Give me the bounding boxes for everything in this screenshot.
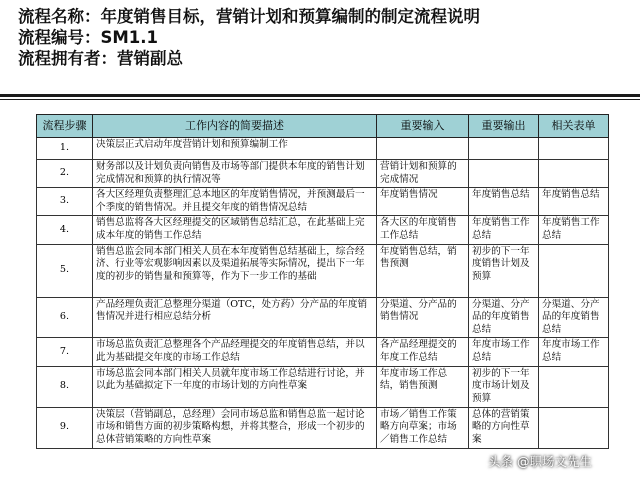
step-description: 财务部以及计划负责向销售及市场等部门提供本年度的销售计划完成情况和预算的执行情况等 [93,160,377,188]
step-input: 年度销售总结，销售预测 [377,244,469,297]
step-input [377,138,469,160]
table-row [37,216,609,244]
process-header [18,6,480,69]
step-input: 分渠道、分产品的销售情况 [377,297,469,338]
step-description: 销售总监将各大区经理提交的区域销售总结汇总，在此基础上完成本年度的销售工作总结 [93,216,377,244]
process-name: 流程名称：年度销售目标，营销计划和预算编制的制定流程说明 [18,7,480,26]
table-row [37,338,609,366]
table-row [37,244,609,297]
table-header-row [37,115,609,138]
step-number: 8. [37,366,93,407]
step-input: 各产品经理提交的年度工作总结 [377,338,469,366]
header-divider-thin [0,99,640,100]
col-header-input: 重要输入 [377,115,469,138]
step-forms [539,366,609,407]
process-code: 流程编号：SM1.1 [18,28,159,47]
step-output: 年度市场工作总结 [469,338,539,366]
step-forms [539,138,609,160]
step-number: 5. [37,244,93,297]
step-input: 各大区的年度销售工作总结 [377,216,469,244]
step-number: 9. [37,407,93,448]
step-number: 7. [37,338,93,366]
step-number: 2. [37,160,93,188]
step-output: 初步的下一年度销售计划及预算 [469,244,539,297]
step-output [469,138,539,160]
step-input: 年度销售情况 [377,188,469,216]
step-forms [539,244,609,297]
process-owner: 流程拥有者：营销副总 [18,49,183,68]
process-table [36,114,609,449]
step-forms: 年度市场工作总结 [539,338,609,366]
table-row [37,366,609,407]
table-row [37,160,609,188]
step-forms: 分渠道、分产品的年度销售总结 [539,297,609,338]
step-output: 分渠道、分产品的年度销售总结 [469,297,539,338]
table-row [37,297,609,338]
col-header-forms: 相关表单 [539,115,609,138]
step-input: 市场／销售工作策略方向草案；市场／销售工作总结 [377,407,469,448]
header-divider-thick [0,94,640,97]
step-number: 3. [37,188,93,216]
table-row [37,138,609,160]
step-output: 总体的营销策略的方向性草案 [469,407,539,448]
step-description: 市场总监负责汇总整理各个产品经理提交的年度销售总结，并以此为基础提交年度的市场工作总结 [93,338,377,366]
col-header-description: 工作内容的简要描述 [93,115,377,138]
step-forms [539,407,609,448]
col-header-output: 重要输出 [469,115,539,138]
step-number: 1. [37,138,93,160]
step-description: 各大区经理负责整理汇总本地区的年度销售情况，并预测最后一个季度的销售情况。并且提交年度的销售情况总结 [93,188,377,216]
table-row [37,188,609,216]
step-input: 年度市场工作总结，销售预测 [377,366,469,407]
step-output: 初步的下一年度市场计划及预算 [469,366,539,407]
step-number: 6. [37,297,93,338]
step-description: 销售总监会同本部门相关人员在本年度销售总结基础上，综合经济、行业等宏观影响因素以及渠道拓展等实际情况，提出下一年度的初步的销售量和预算等，作为下一步工作的基础 [93,244,377,297]
step-forms [539,160,609,188]
step-description: 决策层正式启动年度营销计划和预算编制工作 [93,138,377,160]
watermark: 头条 @职场文先生 [488,454,592,469]
col-header-step: 流程步骤 [37,115,93,138]
step-description: 产品经理负责汇总整理分渠道（OTC，处方药）分产品的年度销售情况并进行相应总结分析 [93,297,377,338]
step-input: 营销计划和预算的完成情况 [377,160,469,188]
step-output: 年度销售总结 [469,188,539,216]
step-forms: 年度销售总结 [539,188,609,216]
step-forms: 年度销售工作总结 [539,216,609,244]
table-row [37,407,609,448]
step-description: 决策层（营销副总，总经理）会同市场总监和销售总监一起讨论市场和销售方面的初步策略构想，并将其整合，形成一个初步的总体营销策略的方向性草案 [93,407,377,448]
step-output [469,160,539,188]
step-description: 市场总监会同本部门相关人员就年度市场工作总结进行讨论，并以此为基础拟定下一年度的市场计划的方向性草案 [93,366,377,407]
step-number: 4. [37,216,93,244]
step-output: 年度销售工作总结 [469,216,539,244]
